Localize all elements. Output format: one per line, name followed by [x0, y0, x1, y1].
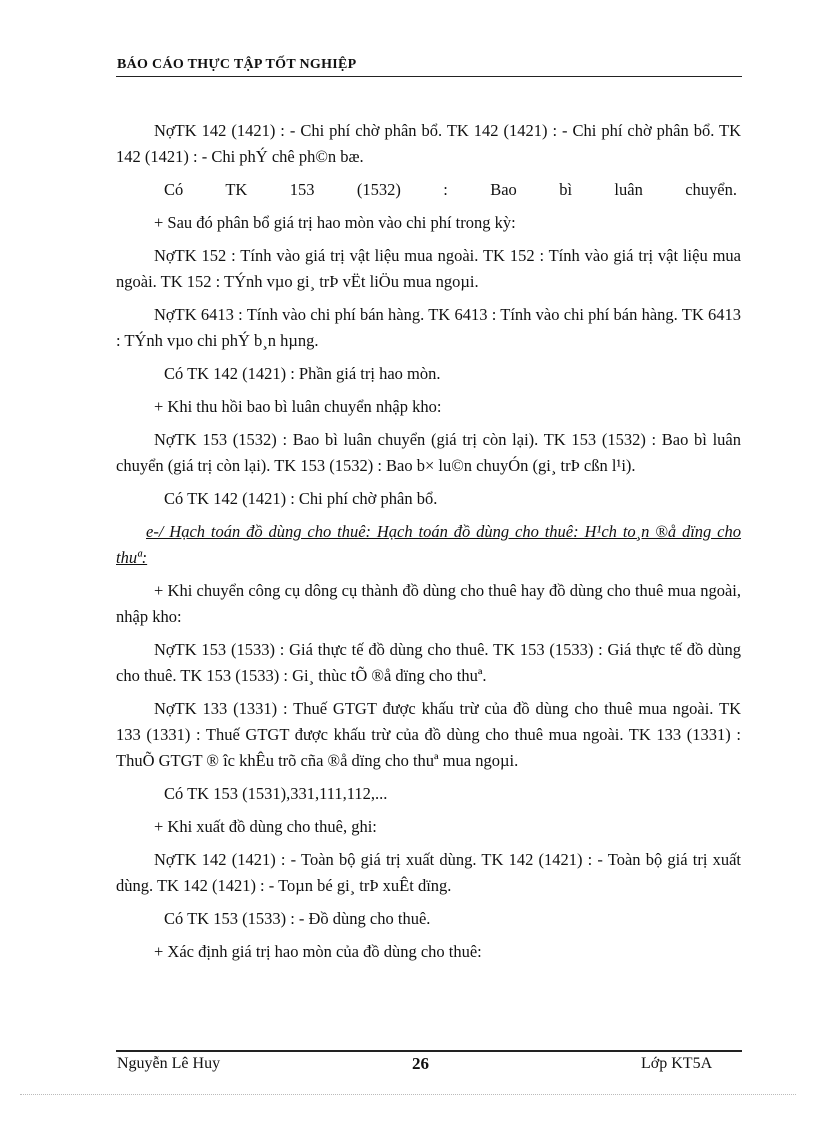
paragraph-credit: Có TK 142 (1421) : Phần giá trị hao mòn. [164, 364, 441, 383]
page-content [116, 118, 741, 972]
page-number: 26 [412, 1054, 429, 1073]
footer-author: Nguyễn Lê Huy [117, 1055, 221, 1072]
paragraph-step: + Xác định giá trị hao mòn của đồ dùng cho thuê: [154, 942, 482, 961]
paragraph-credit: Có TK 153 (1531),331,111,112,... [164, 784, 388, 803]
paragraph-entry: NợTK 152 : Tính vào giá trị vật liệu mua ngoài. TK 152 : Tính vào giá trị vật liệu mua ngoài. TK 152 : TÝnh vµo gi¸ trÞ vËt liÖu mua ngoµi. [116, 246, 741, 291]
paragraph-step: + Khi thu hồi bao bì luân chuyển nhập kho: [154, 397, 442, 416]
paragraph-credit: Có TK 142 (1421) : Chi phí chờ phân bổ. [164, 489, 438, 508]
paragraph-step: + Khi chuyển công cụ dông cụ thành đồ dùng cho thuê hay đồ dùng cho thuê mua ngoài, nhập kho: [116, 581, 741, 626]
bottom-dotted-line [20, 1094, 796, 1095]
paragraph-entry: NợTK 6413 : Tính vào chi phí bán hàng. TK 6413 : Tính vào chi phí bán hàng. TK 6413 : TÝnh vµo chi phÝ b¸n hµng. [116, 305, 741, 350]
paragraph-credit: Có TK 153 (1532) : Bao bì luân chuyển. [164, 180, 737, 199]
paragraph-step: + Khi xuất đồ dùng cho thuê, ghi: [154, 817, 377, 836]
footer-class-label: Lớp KT5A [641, 1055, 713, 1072]
paragraph-entry: NợTK 133 (1331) : Thuế GTGT được khấu trừ của đồ dùng cho thuê mua ngoài. TK 133 (1331) : Thuế GTGT được khấu trừ của đồ dùng cho thuê mua ngoài. TK 133 (1331) : ThuÕ GTGT ® îc khÊu trõ cña ®å dïng cho thuª mua ngoµi. [116, 699, 741, 770]
section-heading: e-/ Hạch toán đồ dùng cho thuê: Hạch toán đồ dùng cho thuê: H¹ch to¸n ®å dïng cho thuª: [116, 522, 741, 567]
paragraph-entry: NợTK 142 (1421) : - Toàn bộ giá trị xuất dùng. TK 142 (1421) : - Toàn bộ giá trị xuất dùng. TK 142 (1421) : - Toµn bé gi¸ trÞ xuÊt dïng. [116, 850, 741, 895]
paragraph-entry: NợTK 153 (1532) : Bao bì luân chuyển (giá trị còn lại). TK 153 (1532) : Bao bì luân chuyển (giá trị còn lại). TK 153 (1532) : Bao b× lu©n chuyÓn (gi¸ trÞ cßn l¹i). [116, 430, 741, 475]
paragraph-entry: NợTK 153 (1533) : Giá thực tế đồ dùng cho thuê. TK 153 (1533) : Giá thực tế đồ dùng cho thuê. TK 153 (1533) : Gi¸ thùc tÕ ®å dïng cho thuª. [116, 640, 741, 685]
paragraph-credit: Có TK 153 (1533) : - Đồ dùng cho thuê. [164, 909, 431, 928]
paragraph-step: + Sau đó phân bổ giá trị hao mòn vào chi phí trong kỳ: [154, 213, 516, 232]
header-divider [116, 76, 742, 77]
footer-divider [116, 1050, 742, 1052]
paragraph-entry: NợTK 142 (1421) : - Chi phí chờ phân bổ. TK 142 (1421) : - Chi phí chờ phân bổ. TK 142 (1421) : - Chi phÝ chê ph©n bæ. [116, 121, 741, 166]
report-header-title: BÁO CÁO THỰC TẬP TỐT NGHIỆP [117, 57, 357, 72]
